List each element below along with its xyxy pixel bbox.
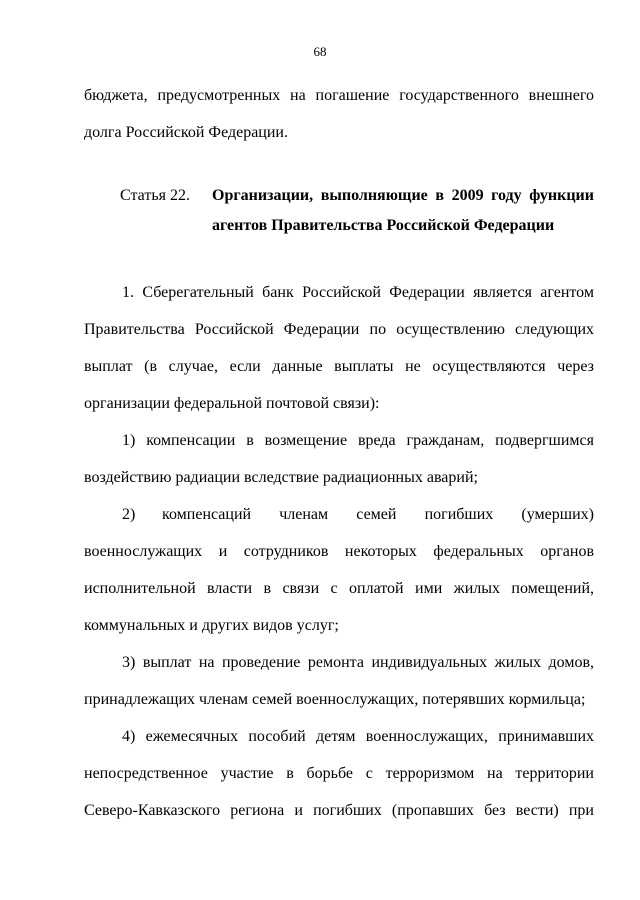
word: семей xyxy=(356,506,397,523)
text-line: долга Российской Федерации. xyxy=(84,124,288,141)
article-label: Статья 22. xyxy=(120,187,190,204)
spread-line xyxy=(162,505,594,525)
list-item-line: непосредственное участие в борьбе с терроризмом на территории xyxy=(84,765,594,782)
page-number: 68 xyxy=(313,44,327,59)
list-item-line: коммунальных и других видов услуг; xyxy=(84,617,339,634)
paragraph-line: 1. Сберегательный банк Российской Федерации является агентом xyxy=(122,284,594,301)
list-item-line: воздействию радиации вследствие радиационных аварий; xyxy=(84,469,478,486)
list-item-line: принадлежащих членам семей военнослужащих, потерявших кормильца; xyxy=(84,691,586,708)
list-item-line: 4) ежемесячных пособий детям военнослужащих, принимавших xyxy=(122,728,594,745)
article-title-line: агентов Правительства Российской Федерации xyxy=(212,217,555,234)
word: членам xyxy=(279,506,329,523)
paragraph-line: выплат (в случае, если данные выплаты не осуществляются через xyxy=(84,358,594,375)
list-item-line: военнослужащих и сотрудников некоторых федеральных органов xyxy=(84,543,594,560)
article-title-line: Организации, выполняющие в 2009 году функции xyxy=(212,187,594,204)
list-item-line: Северо-Кавказского региона и погибших (пропавших без вести) при xyxy=(84,802,594,819)
word: компенсаций xyxy=(162,506,252,523)
list-item-line: исполнительной власти в связи с оплатой ими жилых помещений, xyxy=(84,580,594,597)
word: погибших xyxy=(424,506,494,523)
list-item-line: 1) компенсации в возмещение вреда гражданам, подвергшимся xyxy=(122,432,594,449)
list-item-line: 3) выплат на проведение ремонта индивидуальных жилых домов, xyxy=(122,654,594,671)
paragraph-line: Правительства Российской Федерации по осуществлению следующих xyxy=(84,321,594,338)
word: (умерших) xyxy=(521,506,594,523)
text-line: бюджета, предусмотренных на погашение государственного внешнего xyxy=(84,87,594,104)
paragraph-line: организации федеральной почтовой связи): xyxy=(84,395,380,412)
list-item-number: 2) xyxy=(122,506,136,523)
